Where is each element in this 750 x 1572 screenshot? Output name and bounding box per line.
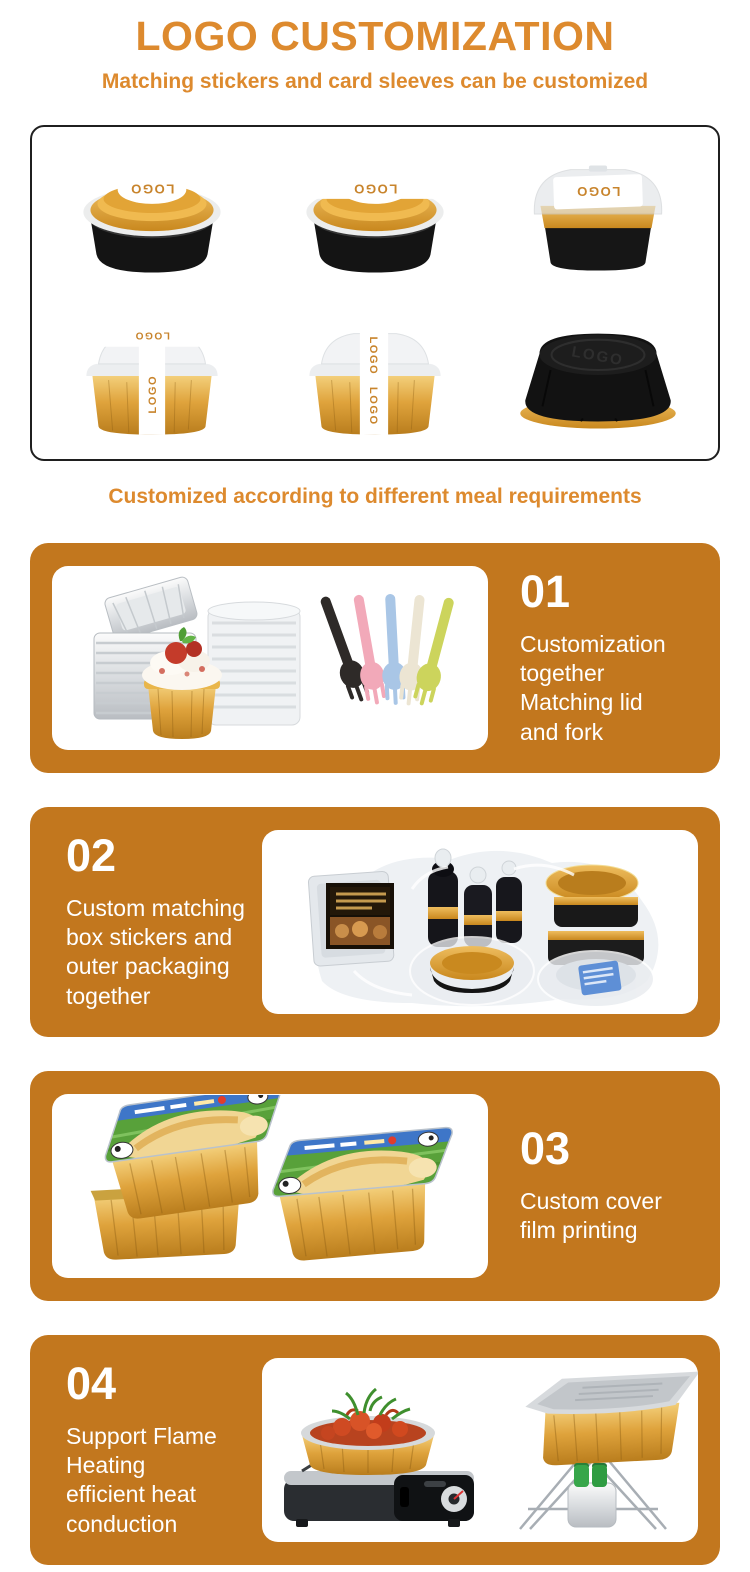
- step1-line: together: [520, 659, 605, 686]
- step4-line: conduction: [66, 1510, 178, 1537]
- logo-sticker-text: LOGO: [129, 181, 174, 197]
- product-rect-container-logo-card: [487, 133, 710, 293]
- step2-line: together: [66, 982, 151, 1009]
- step2-image-wrapped-containers: [262, 831, 698, 1013]
- step4-line: Heating: [66, 1451, 146, 1478]
- step3-number: 03: [520, 1122, 571, 1174]
- step2-text: [52, 829, 262, 1012]
- page-title: LOGO CUSTOMIZATION: [135, 13, 615, 59]
- step1-line: Customization: [520, 630, 666, 657]
- step1-line: Matching lid: [520, 689, 643, 716]
- step3-line: film printing: [520, 1217, 638, 1244]
- step2-line: outer packaging: [66, 953, 230, 980]
- step1-line: and fork: [520, 718, 604, 745]
- step2-number: 02: [66, 829, 117, 881]
- step4-line: efficient heat: [66, 1481, 197, 1508]
- product-round-bowl-oval-logo-sticker: [40, 133, 263, 293]
- step-card-4: [30, 1335, 720, 1565]
- spork-set: [313, 593, 462, 708]
- product-square-cup-vertical-logo-band: [263, 293, 486, 453]
- step3-text: [488, 1122, 698, 1246]
- logo-embossed-text: LOGO: [570, 343, 626, 370]
- step-card-3: [30, 1071, 720, 1301]
- step-card-2: [30, 807, 720, 1037]
- logo-band-upper-text: LOGO: [366, 336, 379, 376]
- product-showcase-box: [30, 125, 720, 461]
- logo-sleeve-front-text: LOGO: [146, 374, 159, 414]
- product-black-lid-embossed-logo: [487, 293, 710, 453]
- steps-list: [30, 543, 720, 1565]
- step2-line: box stickers and: [66, 923, 233, 950]
- logo-card-text: LOGO: [575, 183, 621, 199]
- logo-band-lower-text: LOGO: [366, 386, 379, 426]
- step2-image-box: [262, 830, 698, 1014]
- logo-sleeve-top-text: LOGO: [133, 329, 170, 341]
- step3-image-box: [52, 1094, 488, 1278]
- step-card-1: [30, 543, 720, 773]
- step1-image-box: [52, 566, 488, 750]
- product-square-cup-logo-sleeve: [40, 293, 263, 453]
- logo-sticker-text: LOGO: [352, 181, 398, 197]
- step2-line: Custom matching: [66, 894, 245, 921]
- crawfish-bowl: [301, 1389, 435, 1475]
- product-round-bowl-logo-band: [263, 133, 486, 293]
- step4-image-flame-heating: [262, 1359, 698, 1541]
- step3-line: Custom cover: [520, 1187, 662, 1214]
- step4-line: Support Flame: [66, 1422, 217, 1449]
- step4-image-box: [262, 1358, 698, 1542]
- meal-requirements-heading: Customized according to different meal requirements: [108, 484, 642, 508]
- step1-text: [488, 565, 698, 748]
- step3-image-printed-film-pans: [52, 1095, 488, 1277]
- step1-image-containers-lids-forks: [52, 567, 488, 749]
- chafing-stand: [520, 1371, 698, 1528]
- page-subtitle: Matching stickers and card sleeves can be customized: [101, 69, 649, 93]
- step1-number: 01: [520, 565, 571, 617]
- step4-number: 04: [66, 1357, 117, 1409]
- step4-text: [52, 1357, 262, 1540]
